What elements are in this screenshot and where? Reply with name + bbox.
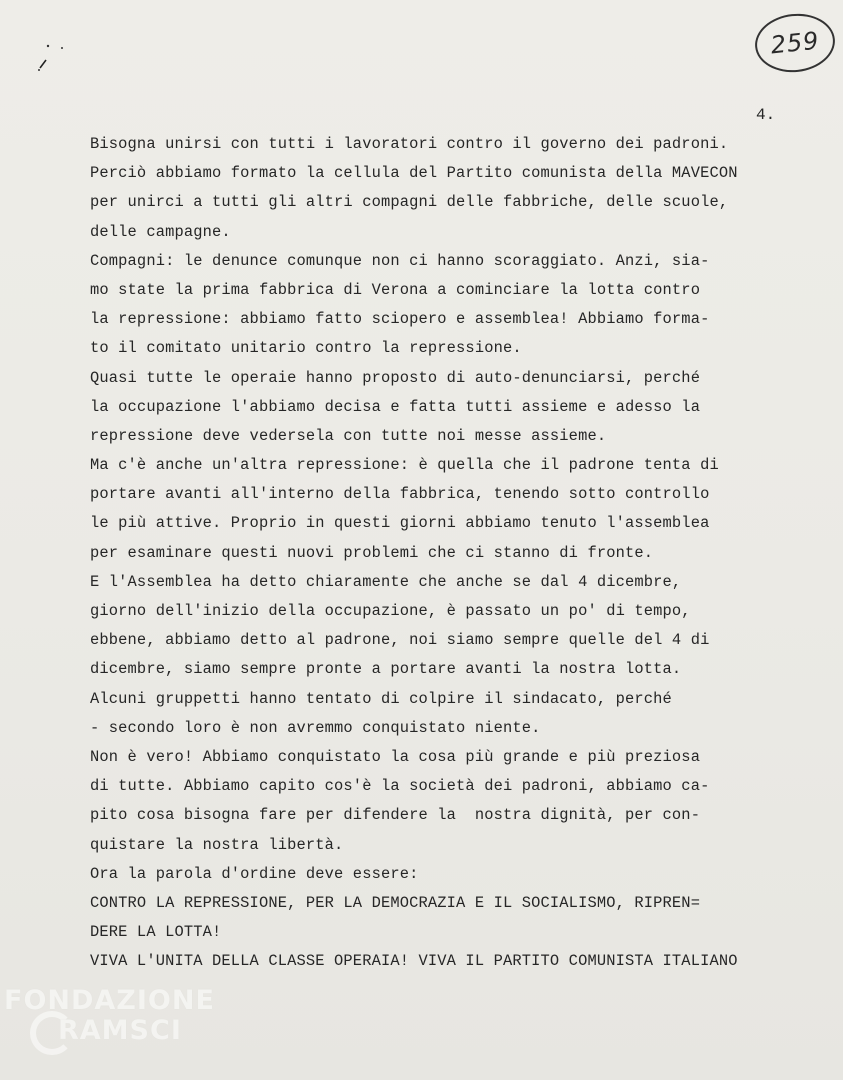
text-line: per esaminare questi nuovi problemi che ci stanno di fronte.	[90, 543, 654, 562]
text-line: di tutte. Abbiamo capito cos'è la società dei padroni, abbiamo ca-	[90, 777, 710, 796]
text-line: Alcuni gruppetti hanno tentato di colpire il sindacato, perché	[90, 689, 672, 708]
watermark-line-2: RAMSCI	[58, 1015, 182, 1046]
text-line: portare avanti all'interno della fabbrica, tenendo sotto controllo	[90, 485, 710, 504]
typed-text-body	[90, 130, 810, 976]
page-number: 4.	[756, 106, 776, 124]
text-line: repressione deve vedersela con tutte noi messe assieme.	[90, 426, 607, 445]
text-line: Perciò abbiamo formato la cellula del Partito comunista della MAVECON	[90, 164, 738, 183]
text-line: CONTRO LA REPRESSIONE, PER LA DEMOCRAZIA E IL SOCIALISMO, RIPREN=	[90, 893, 701, 912]
ink-specks	[30, 38, 70, 78]
text-line: - secondo loro è non avremmo conquistato niente.	[90, 718, 541, 737]
text-line: Quasi tutte le operaie hanno proposto di auto-denunciarsi, perché	[90, 368, 701, 387]
text-line: quistare la nostra libertà.	[90, 835, 344, 854]
text-line: Compagni: le denunce comunque non ci hanno scoraggiato. Anzi, sia-	[90, 251, 710, 270]
fondazione-gramsci-watermark	[0, 985, 260, 1075]
text-line: dicembre, siamo sempre pronte a portare avanti la nostra lotta.	[90, 660, 682, 679]
text-line: Ora la parola d'ordine deve essere:	[90, 864, 419, 883]
text-line: Non è vero! Abbiamo conquistato la cosa più grande e più preziosa	[90, 747, 701, 766]
text-line: E l'Assemblea ha detto chiaramente che anche se dal 4 dicembre,	[90, 572, 682, 591]
text-line: Bisogna unirsi con tutti i lavoratori contro il governo dei padroni.	[90, 135, 729, 153]
archive-page-stamp: 259	[752, 10, 838, 76]
text-line: la repressione: abbiamo fatto sciopero e assemblea! Abbiamo forma-	[90, 310, 710, 329]
text-line: Ma c'è anche un'altra repressione: è quella che il padrone tenta di	[90, 456, 719, 475]
text-line: per unirci a tutti gli altri compagni delle fabbriche, delle scuole,	[90, 193, 729, 212]
text-line: le più attive. Proprio in questi giorni abbiamo tenuto l'assemblea	[90, 514, 710, 533]
text-line: pito cosa bisogna fare per difendere la nostra dignità, per con-	[90, 806, 701, 825]
watermark-line-1: FONDAZIONE	[4, 985, 215, 1016]
text-line: mo state la prima fabbrica di Verona a cominciare la lotta contro	[90, 280, 701, 299]
text-line: to il comitato unitario contro la repressione.	[90, 339, 522, 358]
text-line: DERE LA LOTTA!	[90, 923, 222, 942]
text-line: delle campagne.	[90, 222, 231, 241]
text-line: VIVA L'UNITA DELLA CLASSE OPERAIA! VIVA IL PARTITO COMUNISTA ITALIANO	[90, 952, 738, 971]
text-line: giorno dell'inizio della occupazione, è passato un po' di tempo,	[90, 602, 691, 620]
text-line: ebbene, abbiamo detto al padrone, noi siamo sempre quelle del 4 di	[90, 631, 710, 650]
text-line: la occupazione l'abbiamo decisa e fatta tutti assieme e adesso la	[90, 397, 701, 416]
